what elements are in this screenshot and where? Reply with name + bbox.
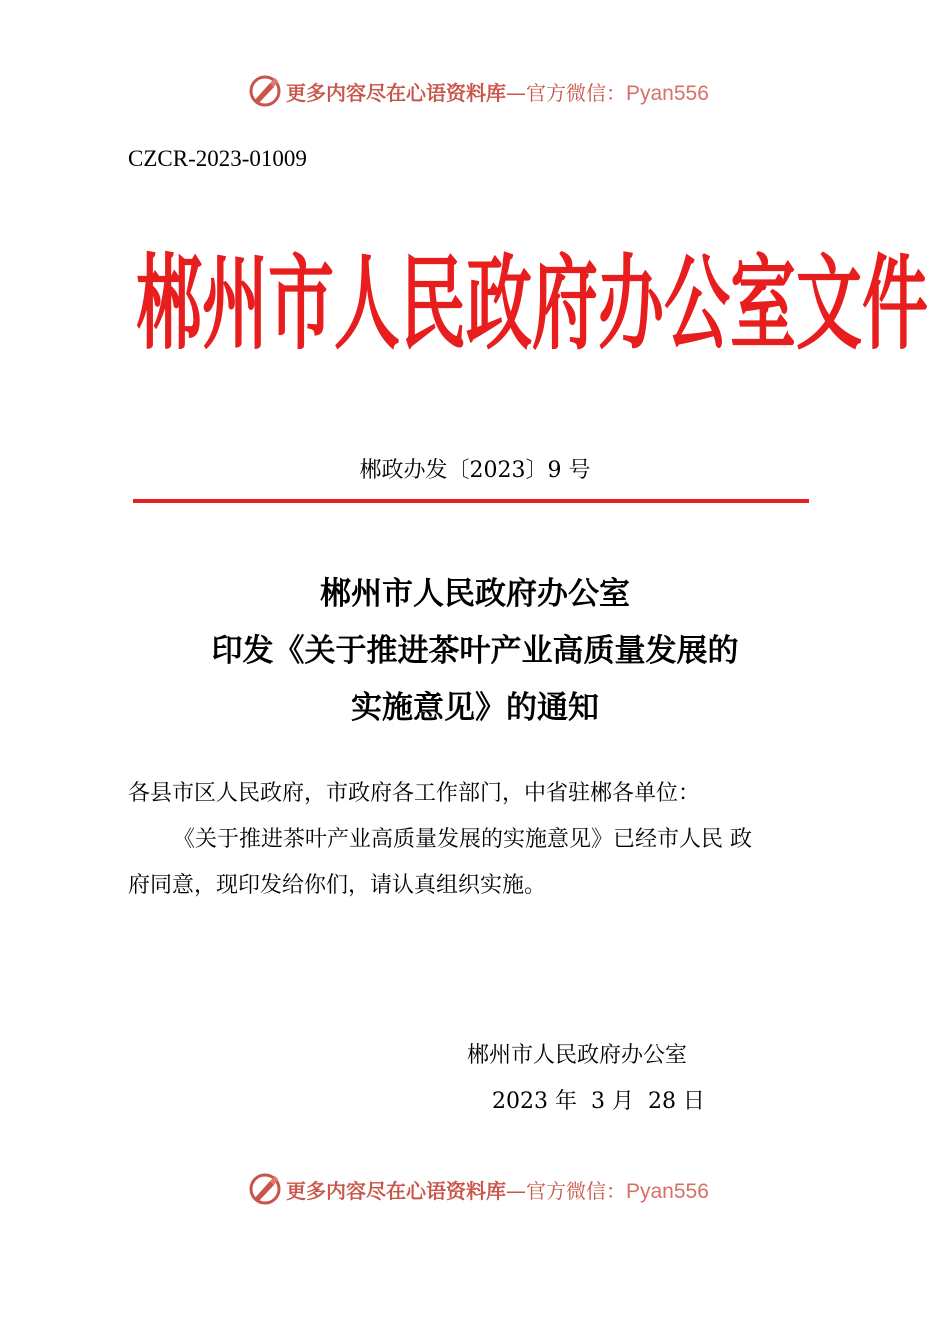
- body-paragraph-line-2: 府同意，现印发给你们，请认真组织实施。: [128, 873, 547, 898]
- issue-number: 郴政办发〔2023〕9 号: [359, 458, 591, 483]
- watermark-wechat-label: 官方微信：: [526, 80, 626, 105]
- red-divider-line: [133, 499, 809, 503]
- watermark-wechat-label: 官方微信：: [526, 1178, 626, 1203]
- addressee-line: 各县市区人民政府，市政府各工作部门，中省驻郴各单位：: [128, 781, 701, 806]
- body-paragraph-line-1: 《关于推进茶叶产业高质量发展的实施意见》已经市人民 政: [173, 827, 752, 852]
- watermark-separator: —: [506, 1178, 526, 1203]
- notice-title-line-3: 实施意见》的通知: [351, 690, 599, 726]
- watermark-banner-bottom: [248, 1172, 709, 1206]
- watermark-text: [286, 77, 709, 106]
- watermark-main-text: 更多内容尽在心语资料库: [286, 80, 506, 105]
- watermark-wechat-handle: Pyan556: [626, 1179, 709, 1203]
- signature-date: 2023 年 3 月 28 日: [492, 1089, 705, 1114]
- document-code: CZCR-2023-01009: [128, 146, 307, 171]
- pen-logo-icon: [248, 74, 282, 108]
- watermark-separator: —: [506, 80, 526, 105]
- watermark-wechat-handle: Pyan556: [626, 81, 709, 105]
- watermark-banner-top: [248, 74, 709, 108]
- watermark-text: [286, 1175, 709, 1204]
- notice-title-line-1: 郴州市人民政府办公室: [320, 576, 630, 612]
- signature-organization: 郴州市人民政府办公室: [467, 1043, 688, 1068]
- notice-title-line-2: 印发《关于推进茶叶产业高质量发展的: [211, 633, 739, 669]
- masthead-title: 郴州市人民政府办公室文件: [136, 244, 928, 364]
- pen-logo-icon: [248, 1172, 282, 1206]
- watermark-main-text: 更多内容尽在心语资料库: [286, 1178, 506, 1203]
